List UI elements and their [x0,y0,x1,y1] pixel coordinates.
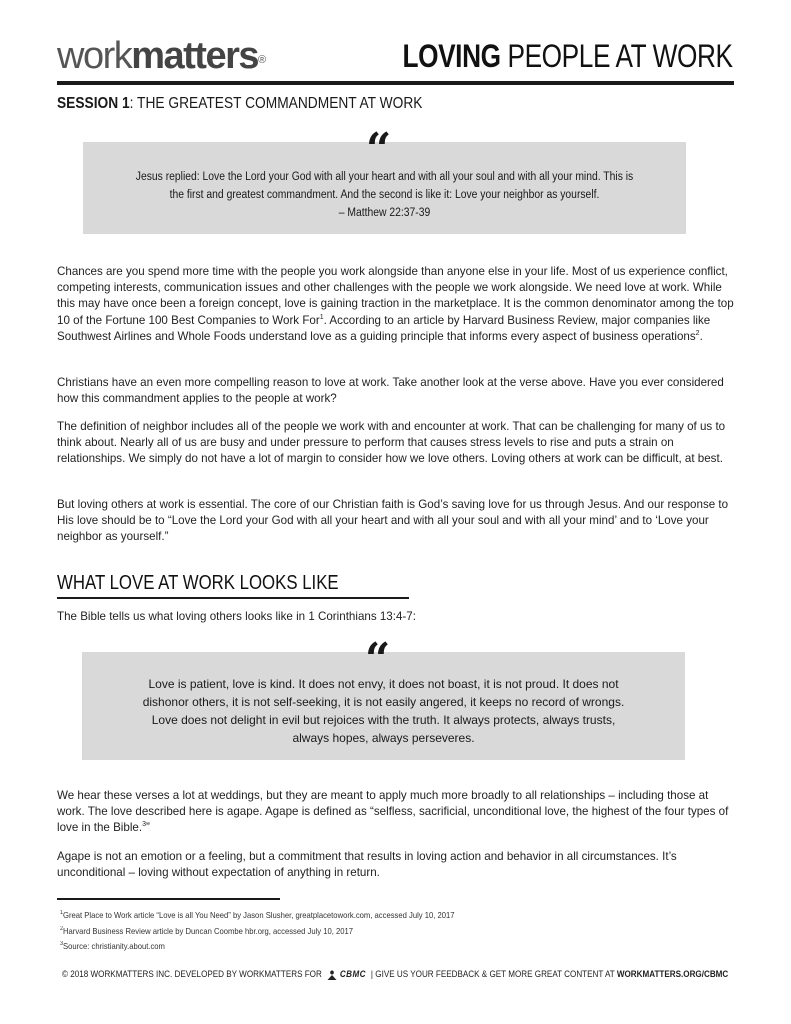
quote-line: Jesus replied: Love the Lord your God with all your heart and with all your soul and with all your mind. This is [135,171,634,183]
session-title: : THE GREATEST COMMANDMENT AT WORK [129,95,423,112]
para-text: We hear these verses a lot at weddings, but they are meant to apply much more broadly to all relationships – including those at work. The love described here is agape. Agape is defined as “selfless, sacrificial, unconditional love, the highest of the four types of love in the Bible. [57,789,729,835]
quote-line: Love does not delight in evil but rejoices with the truth. It always protects, always trusts, [151,713,616,727]
section-intro: The Bible tells us what loving others looks like in 1 Corinthians 13:4-7: [57,610,416,623]
footnote-ref: 1 [319,313,324,321]
session-label: SESSION 1 [57,95,130,112]
quote-line: always hopes, always perseveres. [292,731,475,745]
footnote-ref: 2 [695,329,700,337]
logo-work: work [57,35,132,77]
paragraph-neighbor: The definition of neighbor includes all of the people we work with and encounter at work. That can be challenging for many of us to think about. Nearly all of us are busy and under pressure to perform that causes stress levels to rise and puts a strain on relationships. We simply do not have a lot of margin to consider how we love others. Loving others at work can be difficult, at best. [57,420,726,466]
footnote-number: 1 [60,910,64,917]
document-title [403,38,733,74]
intro-paragraph [57,264,737,345]
footnote-ref: 3 [142,821,146,829]
footnote-number: 2 [60,926,64,933]
para-text: Chances are you spend more time with the people you work alongside than anyone else in your life. Most of us experience conflict, competing interests, communication issues and other challenges with the people we work alongside. We need love at work. While this may have once been a foreign concept, love is gaining traction in the marketplace. It is the common denominator among the top 10 of the Fortune 100 Best Companies to Work For [57,265,734,327]
session-heading [57,95,422,113]
footer-link[interactable]: WORKMATTERS.ORG/CBMC [617,969,729,979]
corinthians-quote-text [82,675,685,747]
title-rest: PEOPLE AT WORK [500,38,733,74]
scripture-quote-text [113,168,656,222]
paragraph-agape-definition [57,788,737,837]
footer-copyright: © 2018 WORKMATTERS INC. DEVELOPED BY WORKMATTERS FOR [62,969,323,979]
logo-registered-mark: ® [258,54,267,66]
footnote-3 [60,941,165,951]
quote-line: the first and greatest commandment. And the second is like it: Love your neighbor as yourself. [169,189,600,201]
cbmc-logo-icon [327,969,366,980]
title-bold: LOVING [402,38,501,74]
footnote-2 [60,926,353,936]
paragraph-agape-commitment: Agape is not an emotion or a feeling, but a commitment that results in loving action and behavior in all circumstances. It’s unconditional – loving without expectation of anything in return. [57,850,677,880]
footnote-text: Harvard Business Review article by Duncan Coombe hbr.org, accessed July 10, 2017 [63,926,354,936]
footnote-number: 3 [60,941,64,948]
footnote-rule [57,898,280,900]
footer-feedback: | GIVE US YOUR FEEDBACK & GET MORE GREAT CONTENT AT [371,969,618,979]
section-rule [57,597,409,599]
cbmc-brand-text: CBMC [340,969,367,980]
quote-mark-icon: “ [365,634,391,685]
para-text: . [699,329,703,343]
paragraph-essential: But loving others at work is essential. The core of our Christian faith is God’s saving love for us through Jesus. And our response to His love should be to “Love the Lord your God with all your heart and with all your soul and with all your mind’ and to ‘Love your neighbor as yourself.” [57,498,729,544]
quote-line: Love is patient, love is kind. It does not envy, it does not boast, it is not proud. It does not [148,677,619,691]
workmatters-logo [57,36,266,76]
header-rule [57,81,734,85]
section-heading: WHAT LOVE AT WORK LOOKS LIKE [57,572,339,594]
footnote-text: Source: christianity.about.com [63,941,165,951]
paragraph-christians: Christians have an even more compelling reason to love at work. Take another look at the verse above. Have you ever considered how this commandment applies to the people at work? [57,376,724,406]
footnote-1 [60,910,455,920]
page-footer [0,969,791,980]
quote-citation: – Matthew 22:37-39 [338,207,431,219]
quote-mark-icon: “ [366,124,392,175]
para-text: . According to an article by Harvard Business Review, major companies like Southwest Airlines and Whole Foods understand love as a guiding principle that informs every aspect of business operations [57,313,711,343]
logo-matters: matters [131,35,259,77]
quote-line: dishonor others, it is not self-seeking, it is not easily angered, it keeps no record of wrongs. [142,695,625,709]
para-text: ” [145,821,150,835]
footnote-text: Great Place to Work article “Love is all You Need” by Jason Slusher, greatplacetowork.com, accessed July 10, 2017 [63,910,455,920]
